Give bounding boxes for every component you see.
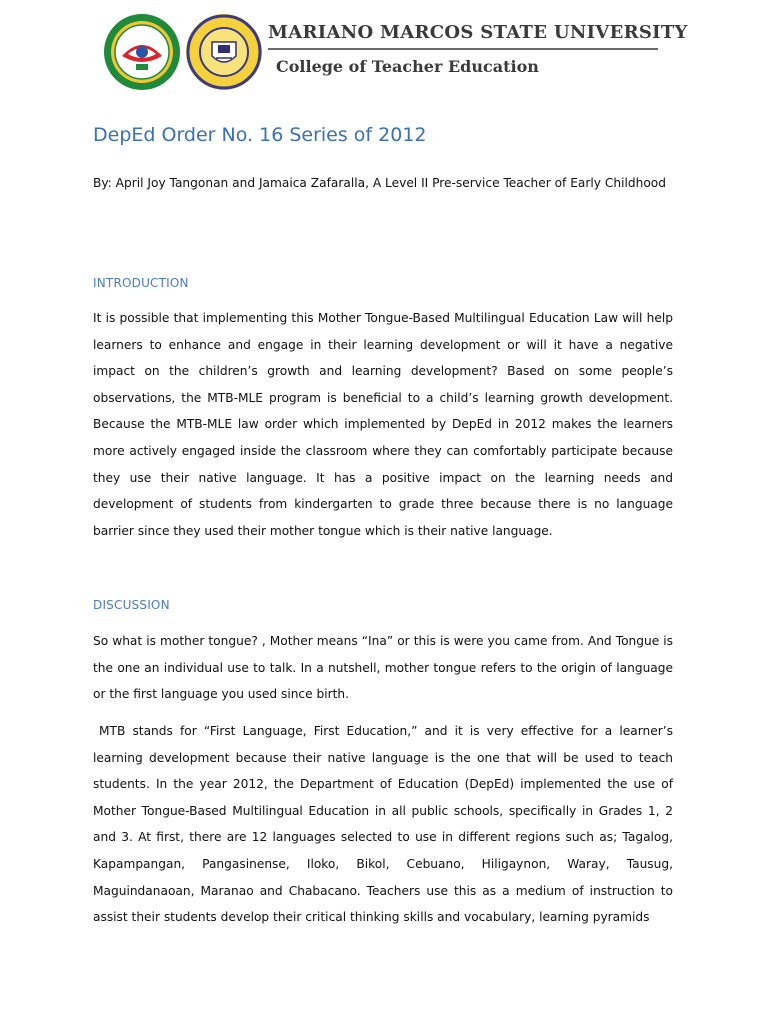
college-name: College of Teacher Education xyxy=(276,57,539,76)
discussion-paragraph-1: So what is mother tongue? , Mother means “Ina” or this is were you came from. And Tongue is the one an individual use to talk. In a nutshell, mother tongue refers to the origin of language or the first language you used since birth. xyxy=(93,634,673,702)
letterhead-divider xyxy=(268,48,658,50)
document-title: DepEd Order No. 16 Series of 2012 xyxy=(93,124,427,146)
introduction-paragraph: It is possible that implementing this Mother Tongue-Based Multilingual Education Law will help learners to enhance and engage in their learning development or will it have a negative impact on the children’s growth and learning development? Based on some people’s observations, the MTB-MLE program is beneficial to a child’s learning growth development. Because the MTB-MLE law order which implemented by DepEd in 2012 makes the learners more actively engaged inside the classroom where they can comfortably participate because they use their native language. It has a positive impact on the learning needs and development of students from kindergarten to grade three because there is no language barrier since they used their mother tongue which is their native language. xyxy=(93,311,673,538)
college-seal-icon xyxy=(184,12,264,92)
university-name: MARIANO MARCOS STATE UNIVERSITY xyxy=(268,22,688,43)
letterhead xyxy=(102,10,688,92)
university-seal-icon xyxy=(102,12,182,92)
byline: By: April Joy Tangonan and Jamaica Zafaralla, A Level II Pre-service Teacher of Early Childhood xyxy=(93,176,666,190)
discussion-paragraph-2: MTB stands for “First Language, First Education,” and it is very effective for a learner’s learning development because their native language is the one that will be used to teach students. In the year 2012, the Department of Education (DepEd) implemented the use of Mother Tongue-Based Multilingual Education in all public schools, specifically in Grades 1, 2 and 3. At first, there are 12 languages selected to use in different regions such as; Tagalog, Kapampangan, Pangasinense, Iloko, Bikol, Cebuano, Hiligaynon, Waray, Tausug, Maguindanaoan, Maranao and Chabacano. Teachers use this as a medium of instruction to assist their students develop their critical thinking skills and vocabulary, learning pyramids xyxy=(93,724,673,925)
section-heading-discussion: DISCUSSION xyxy=(93,598,170,612)
section-heading-introduction: INTRODUCTION xyxy=(93,276,189,290)
